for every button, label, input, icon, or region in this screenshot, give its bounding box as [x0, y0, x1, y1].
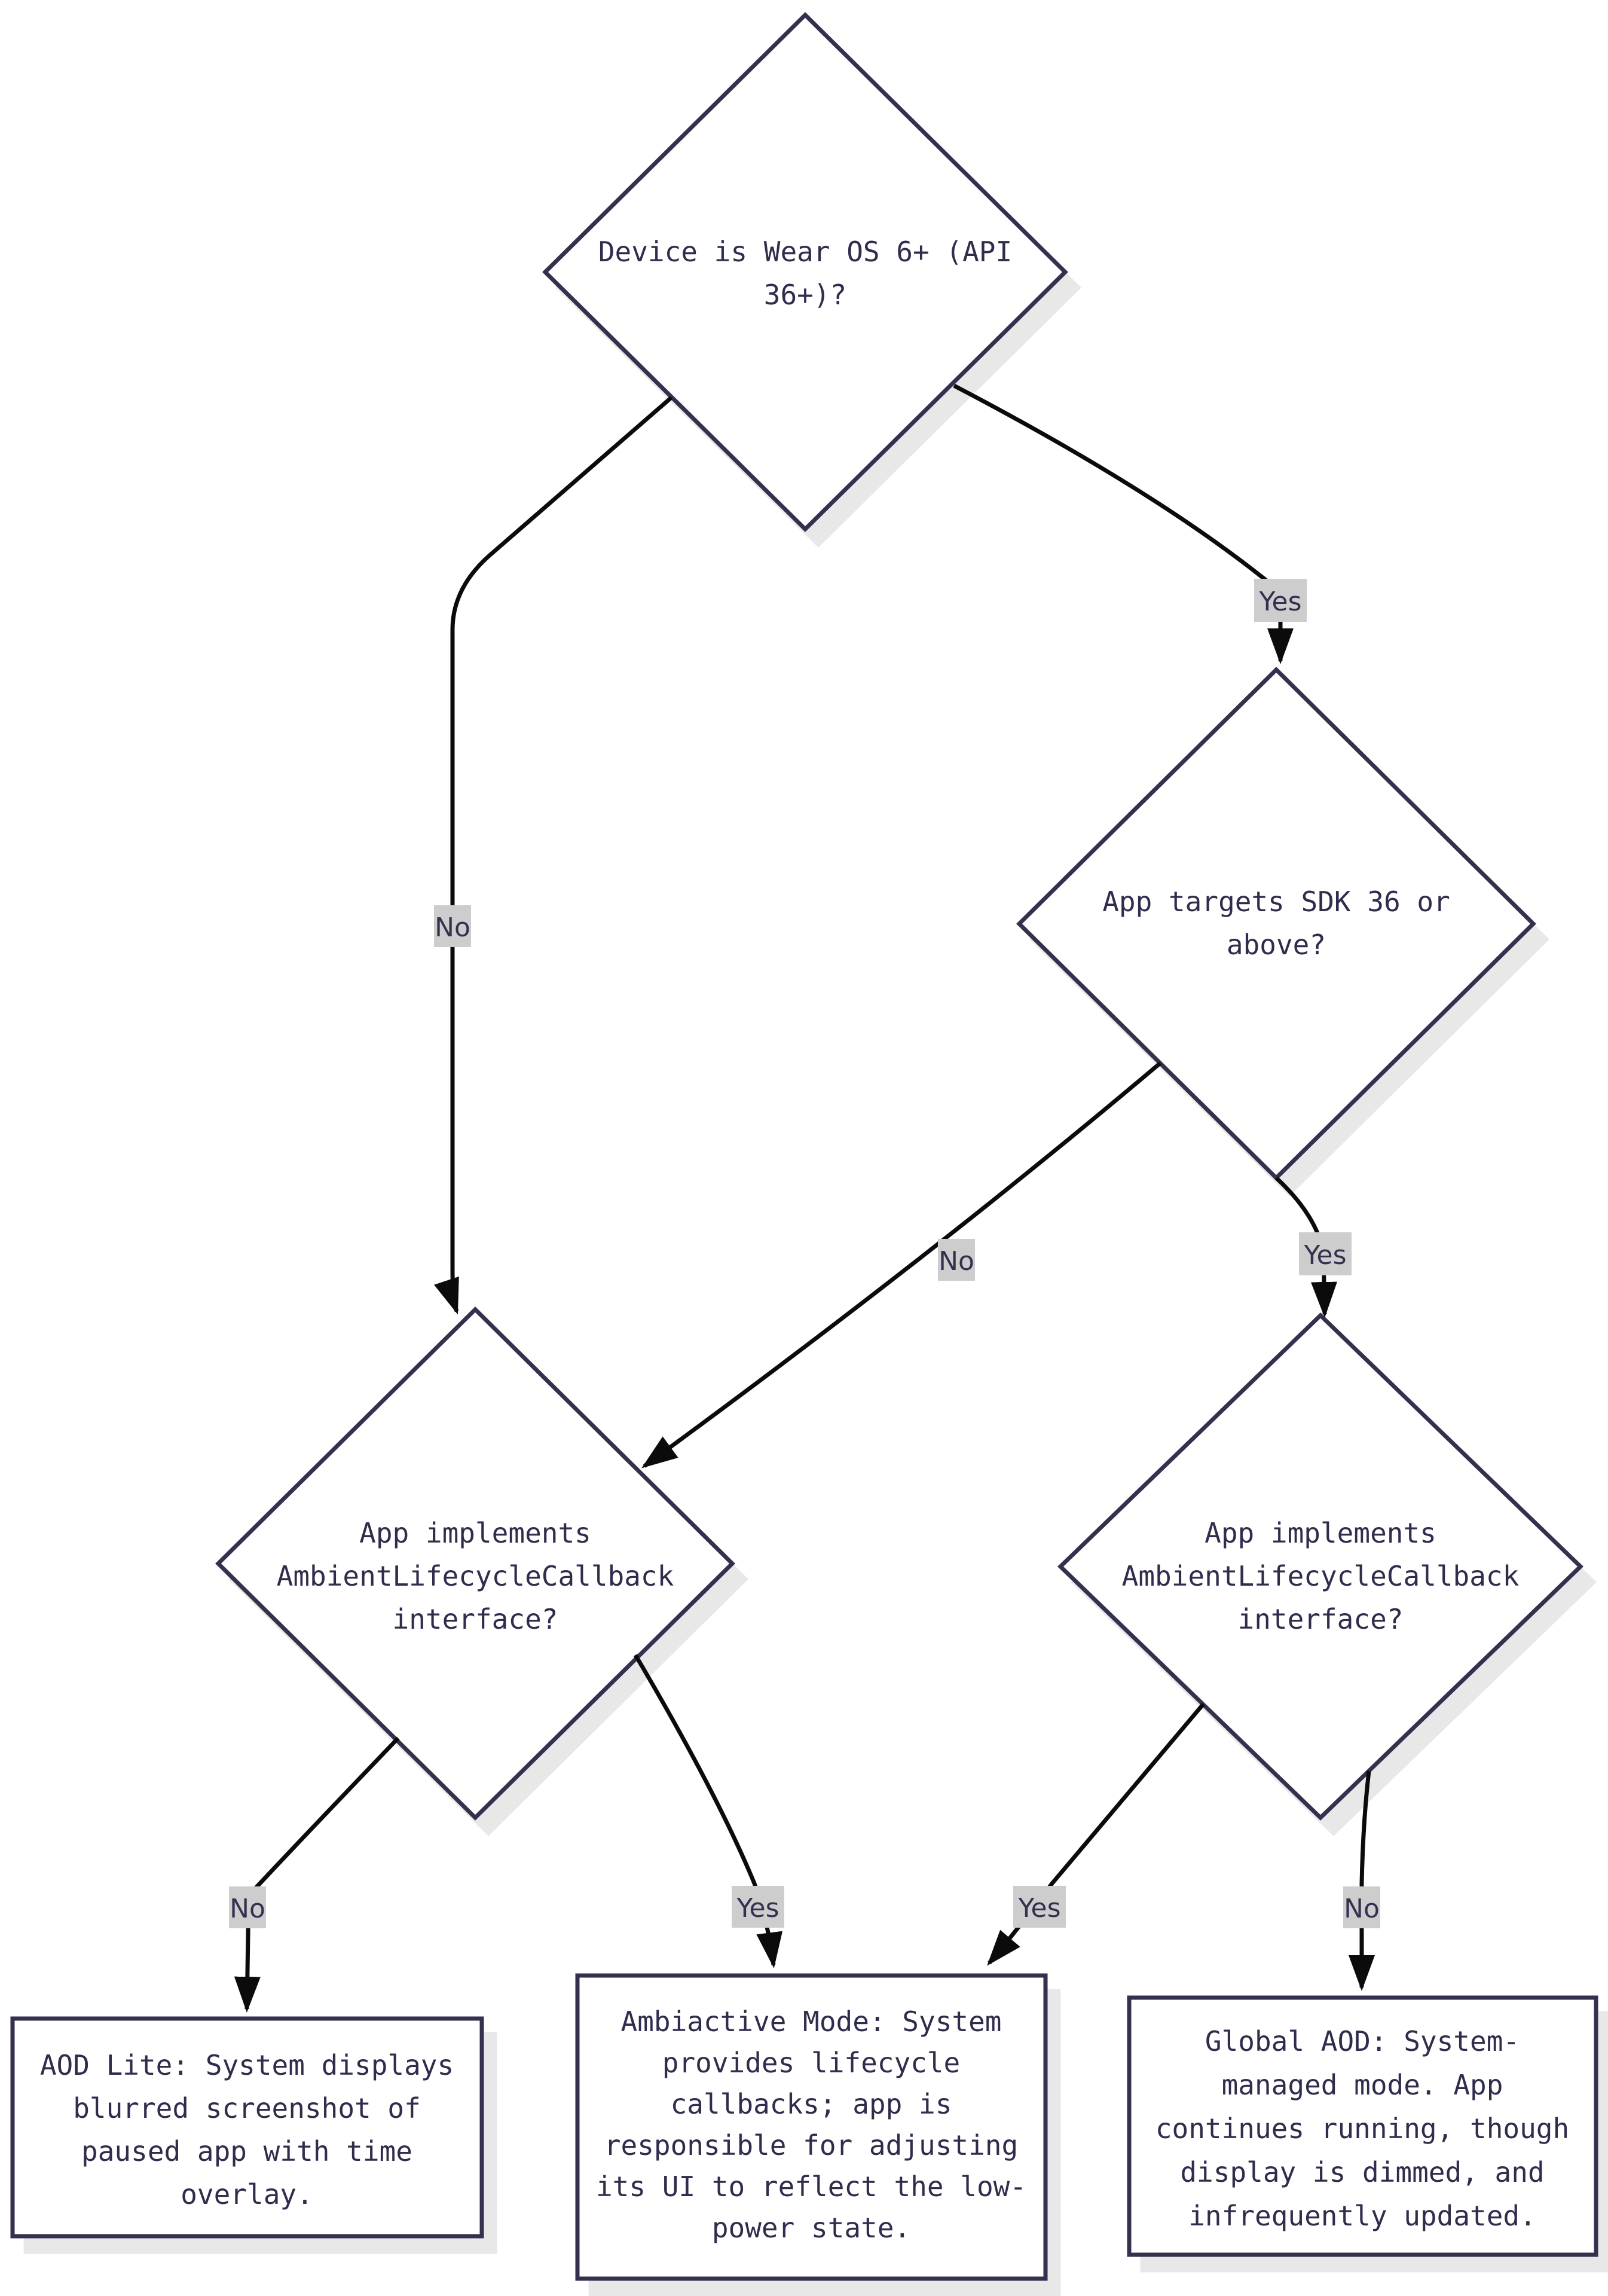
- edges: [247, 386, 1369, 2009]
- edge-label-d1-yes-text: Yes: [1259, 587, 1302, 617]
- edge-label-d4-no-text: No: [1344, 1894, 1380, 1924]
- decision-4-line-3: interface?: [1237, 1603, 1404, 1635]
- edge-label-d1-yes: [1254, 579, 1307, 622]
- decision-1-line-2: 36+)?: [763, 279, 847, 311]
- edge-label-d4-yes: [1013, 1886, 1066, 1928]
- decision-4-line-2: AmbientLifecycleCallback: [1121, 1560, 1520, 1592]
- edge-d2-no-path: [644, 1063, 1160, 1466]
- result-1-line-3: paused app with time: [81, 2135, 412, 2167]
- decision-2-line-2: above?: [1226, 929, 1326, 961]
- edge-label-d1-no: [434, 905, 471, 947]
- node-shapes: [13, 15, 1596, 2279]
- edge-d3-no-path: [247, 1738, 398, 2009]
- edge-label-d3-yes-text: Yes: [736, 1893, 779, 1923]
- decision-2-shape: [1019, 670, 1533, 1178]
- edge-label-d4-yes-text: Yes: [1018, 1893, 1061, 1923]
- edge-label-d3-no: [229, 1886, 266, 1928]
- decision-4-line-1: App implements: [1205, 1517, 1436, 1549]
- edge-label-d2-yes: [1299, 1232, 1352, 1275]
- result-3-text: [1155, 2025, 1569, 2232]
- result-3-line-2: managed mode. App: [1221, 2069, 1503, 2101]
- decision-1-line-1: Device is Wear OS 6+ (API: [598, 236, 1013, 268]
- result-1-line-2: blurred screenshot of: [73, 2092, 421, 2124]
- result-1-line-1: AOD Lite: System displays: [39, 2049, 454, 2081]
- result-2-line-6: power state.: [711, 2212, 911, 2244]
- edge-label-d3-no-text: No: [230, 1894, 265, 1924]
- edge-label-d4-no: [1343, 1886, 1380, 1928]
- result-2-line-1: Ambiactive Mode: System: [620, 2005, 1002, 2038]
- result-3-line-1: Global AOD: System-: [1205, 2025, 1520, 2057]
- result-2-line-3: callbacks; app is: [670, 2088, 952, 2120]
- edge-label-d2-no-text: No: [938, 1246, 974, 1277]
- decision-2-line-1: App targets SDK 36 or: [1102, 886, 1450, 918]
- result-3-line-5: infrequently updated.: [1188, 2200, 1536, 2232]
- decision-3-line-2: AmbientLifecycleCallback: [276, 1560, 674, 1592]
- decision-3-line-1: App implements: [359, 1517, 591, 1549]
- result-2-line-4: responsible for adjusting: [604, 2129, 1019, 2161]
- decision-3-line-3: interface?: [392, 1603, 558, 1635]
- decision-1-shape: [545, 15, 1065, 529]
- result-3-line-3: continues running, though: [1155, 2112, 1570, 2145]
- result-2-line-2: provides lifecycle: [662, 2047, 961, 2079]
- edge-d1-no-path: [453, 398, 671, 1311]
- result-2-line-5: its UI to reflect the low-: [595, 2170, 1027, 2203]
- edge-label-d3-yes: [732, 1886, 784, 1928]
- result-1-line-4: overlay.: [181, 2178, 313, 2210]
- edge-label-d2-yes-text: Yes: [1304, 1240, 1347, 1271]
- result-3-line-4: display is dimmed, and: [1180, 2156, 1545, 2188]
- edge-label-d1-no-text: No: [435, 912, 470, 943]
- edge-label-d2-no: [938, 1239, 975, 1281]
- edge-d1-yes-path: [954, 386, 1280, 661]
